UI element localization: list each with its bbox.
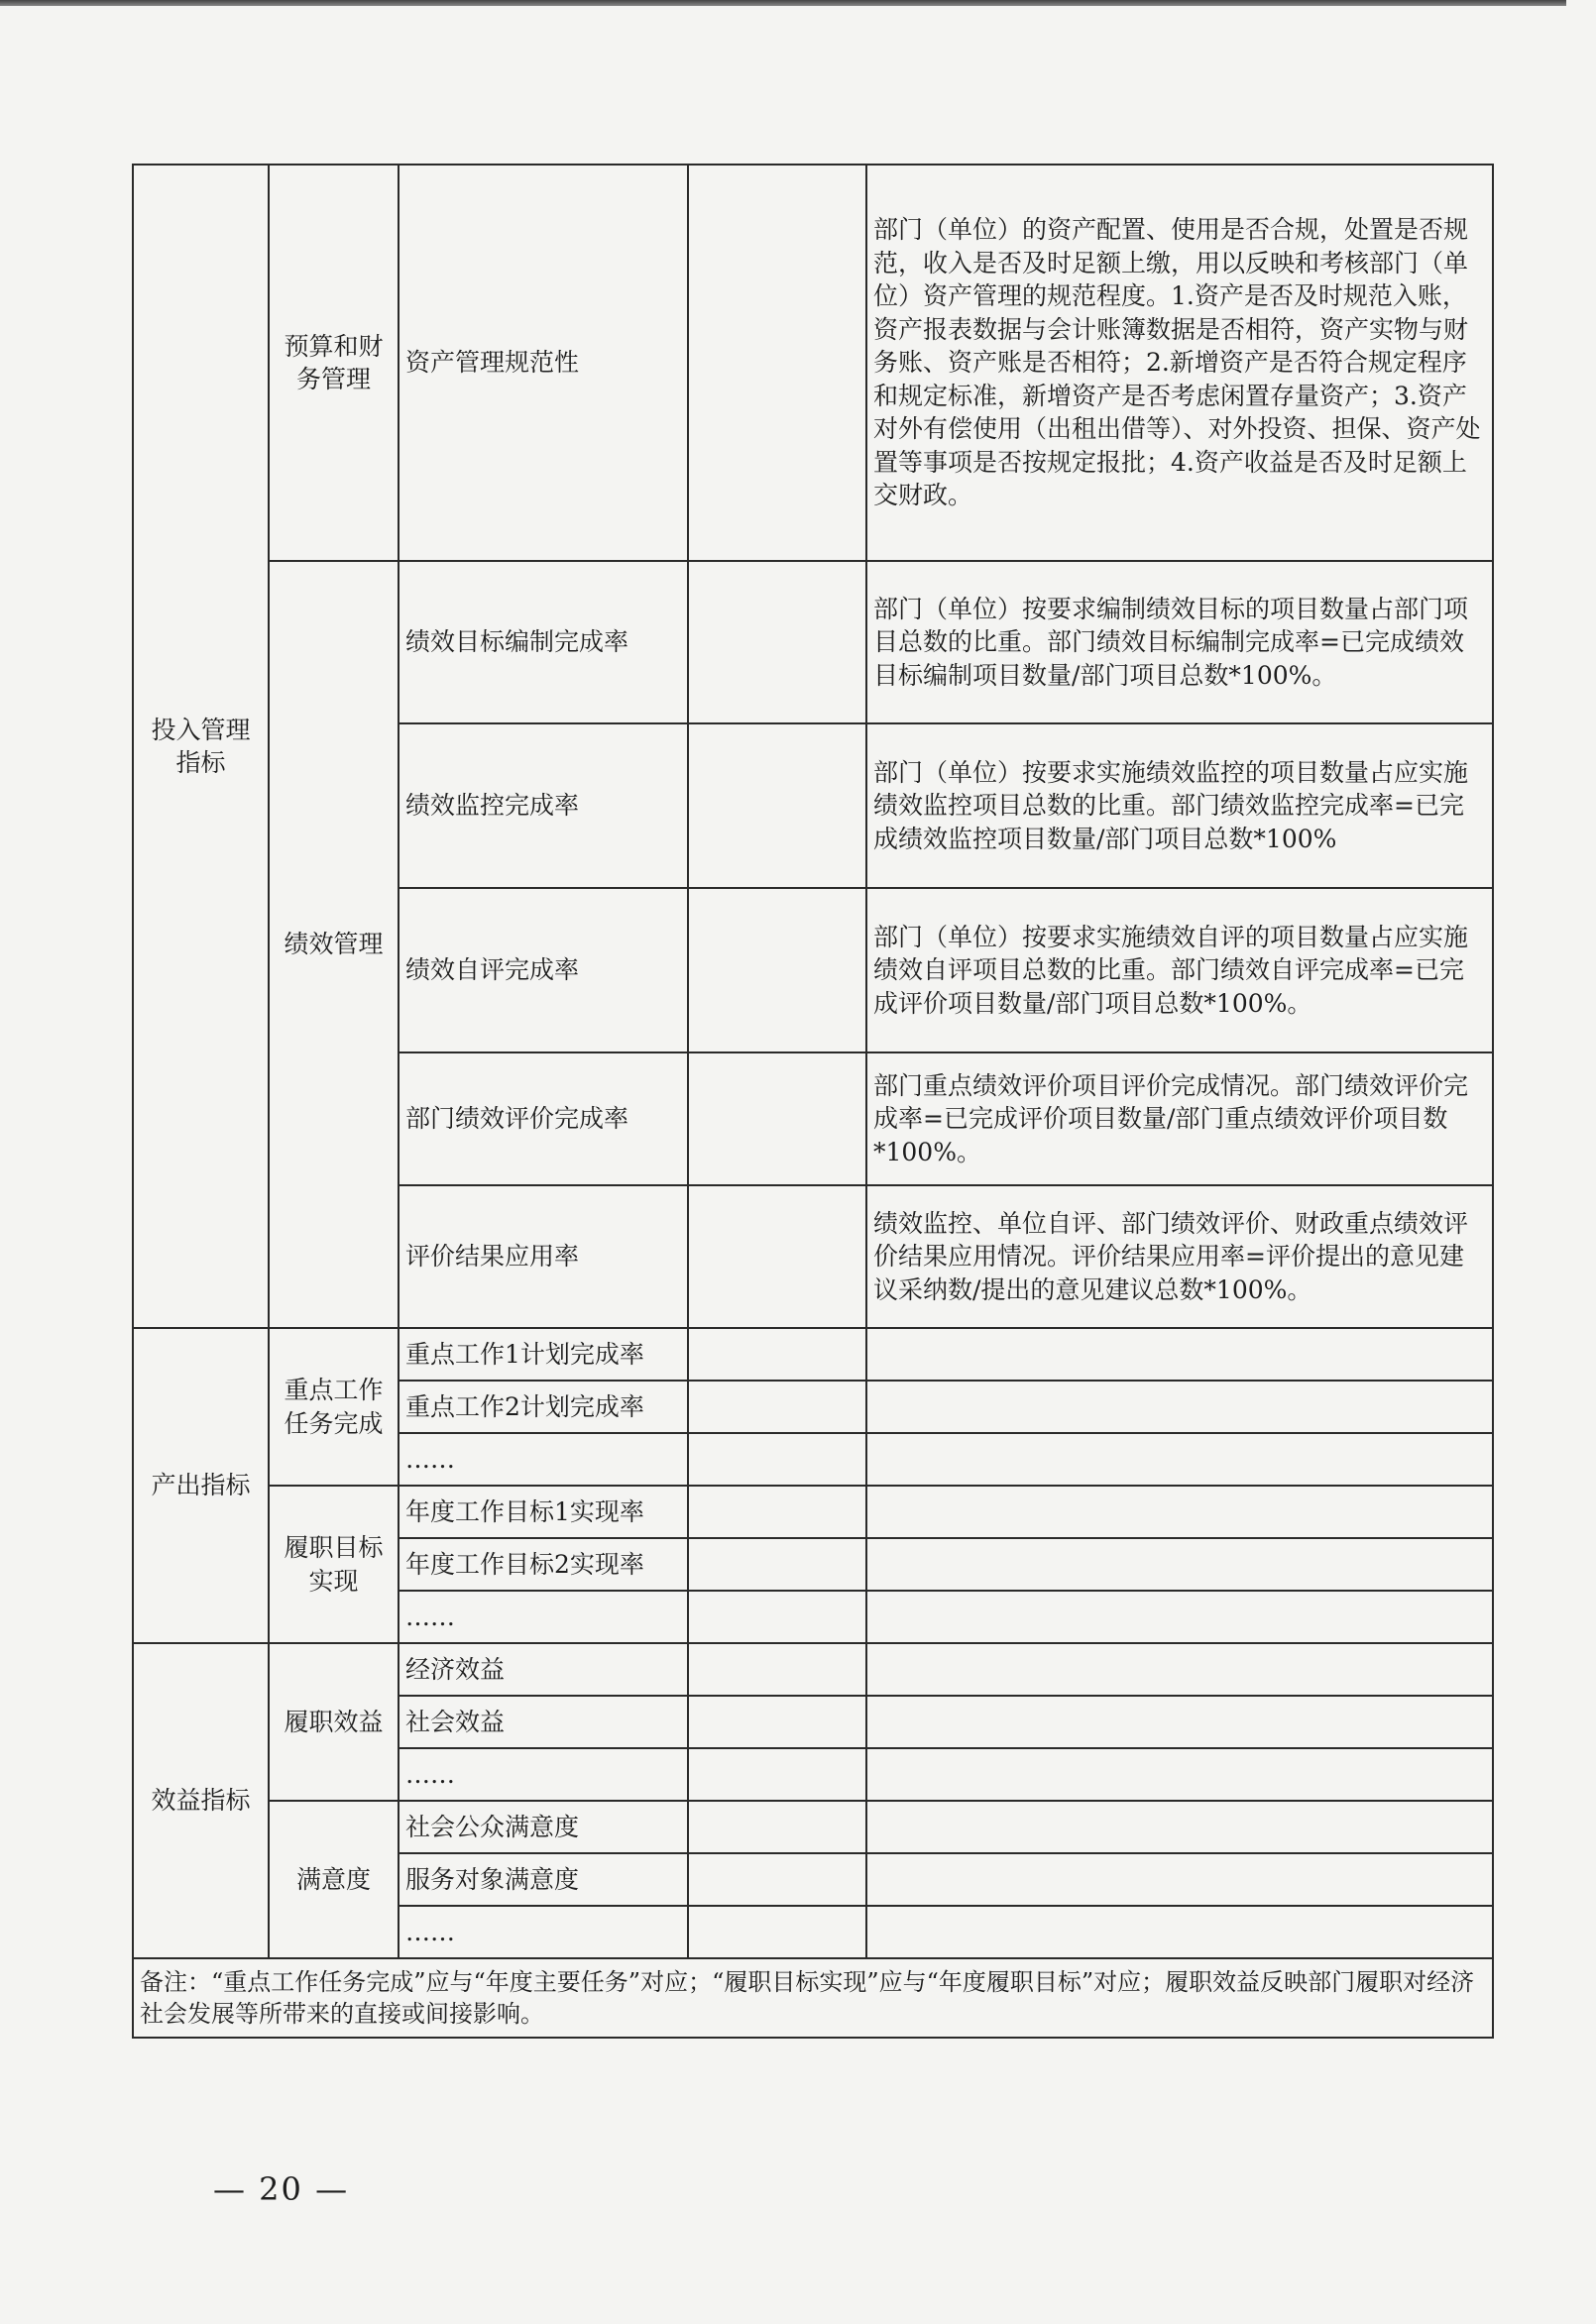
indicator-name: 年度工作目标2实现率 (399, 1538, 688, 1591)
value-cell (688, 1591, 866, 1643)
value-cell (688, 888, 866, 1052)
description-cell (866, 1801, 1493, 1853)
indicator-name: 资产管理规范性 (399, 165, 688, 561)
value-cell (688, 1748, 866, 1801)
indicator-name: 部门绩效评价完成率 (399, 1052, 688, 1185)
indicator-description: 部门（单位）的资产配置、使用是否合规，处置是否规范，收入是否及时足额上缴，用以反映和考核部门（单位）资产管理的规范程度。1.资产是否及时规范入账，资产报表数据与会计账簿数据是否相符，资产实物与财务账、资产账是否相符；2.新增资产是否符合规定程序和规定标准，新增资产是否考虑闲置存量资产；3.资产对外有偿使用（出租出借等）、对外投资、担保、资产处置等事项是否按规定报批；4.资产收益是否及时足额上交财政。 (866, 165, 1493, 561)
indicator-name: 重点工作1计划完成率 (399, 1328, 688, 1381)
description-cell (866, 1853, 1493, 1906)
indicator-description: 部门重点绩效评价项目评价完成情况。部门绩效评价完成率=已完成评价项目数量/部门重点绩效评价项目数*100%。 (866, 1052, 1493, 1185)
value-cell (688, 1486, 866, 1538)
subcategory-key-tasks: 重点工作任务完成 (269, 1328, 399, 1486)
description-cell (866, 1486, 1493, 1538)
indicator-name: 社会效益 (399, 1696, 688, 1748)
indicator-table (132, 164, 1494, 2039)
table-row (133, 1328, 1493, 1381)
value-cell (688, 1052, 866, 1185)
table-row (133, 1643, 1493, 1696)
indicator-name: 年度工作目标1实现率 (399, 1486, 688, 1538)
description-cell (866, 1696, 1493, 1748)
value-cell (688, 1853, 866, 1906)
indicator-name: …… (399, 1748, 688, 1801)
indicator-name: 绩效自评完成率 (399, 888, 688, 1052)
indicator-name: 服务对象满意度 (399, 1853, 688, 1906)
value-cell (688, 1381, 866, 1433)
value-cell (688, 1801, 866, 1853)
category-input-management: 投入管理指标 (133, 165, 269, 1328)
scan-edge (0, 0, 1566, 6)
description-cell (866, 1433, 1493, 1486)
indicator-description: 绩效监控、单位自评、部门绩效评价、财政重点绩效评价结果应用情况。评价结果应用率=评价提出的意见建议采纳数/提出的意见建议总数*100%。 (866, 1185, 1493, 1328)
subcategory-budget-finance: 预算和财务管理 (269, 165, 399, 561)
table-row (133, 1958, 1493, 2038)
value-cell (688, 1538, 866, 1591)
description-cell (866, 1591, 1493, 1643)
description-cell (866, 1381, 1493, 1433)
description-cell (866, 1748, 1493, 1801)
value-cell (688, 1906, 866, 1958)
description-cell (866, 1538, 1493, 1591)
table-row (133, 1801, 1493, 1853)
description-cell (866, 1643, 1493, 1696)
value-cell (688, 1433, 866, 1486)
page-number: — 20 — (213, 2170, 350, 2208)
value-cell (688, 723, 866, 888)
value-cell (688, 561, 866, 723)
indicator-name: 绩效目标编制完成率 (399, 561, 688, 723)
indicator-description: 部门（单位）按要求实施绩效监控的项目数量占应实施绩效监控项目总数的比重。部门绩效监控完成率=已完成绩效监控项目数量/部门项目总数*100% (866, 723, 1493, 888)
category-output: 产出指标 (133, 1328, 269, 1643)
indicator-name: 社会公众满意度 (399, 1801, 688, 1853)
table-row (133, 165, 1493, 561)
value-cell (688, 1696, 866, 1748)
value-cell (688, 1185, 866, 1328)
value-cell (688, 1643, 866, 1696)
subcategory-performance-management: 绩效管理 (269, 561, 399, 1328)
description-cell (866, 1328, 1493, 1381)
indicator-name: …… (399, 1906, 688, 1958)
table-row (133, 1486, 1493, 1538)
subcategory-duty-goals: 履职目标实现 (269, 1486, 399, 1643)
subcategory-duty-benefit: 履职效益 (269, 1643, 399, 1801)
indicator-description: 部门（单位）按要求编制绩效目标的项目数量占部门项目总数的比重。部门绩效目标编制完成率=已完成绩效目标编制项目数量/部门项目总数*100%。 (866, 561, 1493, 723)
description-cell (866, 1906, 1493, 1958)
indicator-name: …… (399, 1433, 688, 1486)
value-cell (688, 165, 866, 561)
value-cell (688, 1328, 866, 1381)
indicator-name: 绩效监控完成率 (399, 723, 688, 888)
indicator-description: 部门（单位）按要求实施绩效自评的项目数量占应实施绩效自评项目总数的比重。部门绩效自评完成率=已完成评价项目数量/部门项目总数*100%。 (866, 888, 1493, 1052)
subcategory-satisfaction: 满意度 (269, 1801, 399, 1958)
indicator-name: 经济效益 (399, 1643, 688, 1696)
indicator-name: …… (399, 1591, 688, 1643)
table-note: 备注：“重点工作任务完成”应与“年度主要任务”对应；“履职目标实现”应与“年度履职目标”对应；履职效益反映部门履职对经济社会发展等所带来的直接或间接影响。 (133, 1958, 1493, 2038)
indicator-name: 评价结果应用率 (399, 1185, 688, 1328)
table-row (133, 561, 1493, 723)
category-benefit: 效益指标 (133, 1643, 269, 1958)
indicator-name: 重点工作2计划完成率 (399, 1381, 688, 1433)
